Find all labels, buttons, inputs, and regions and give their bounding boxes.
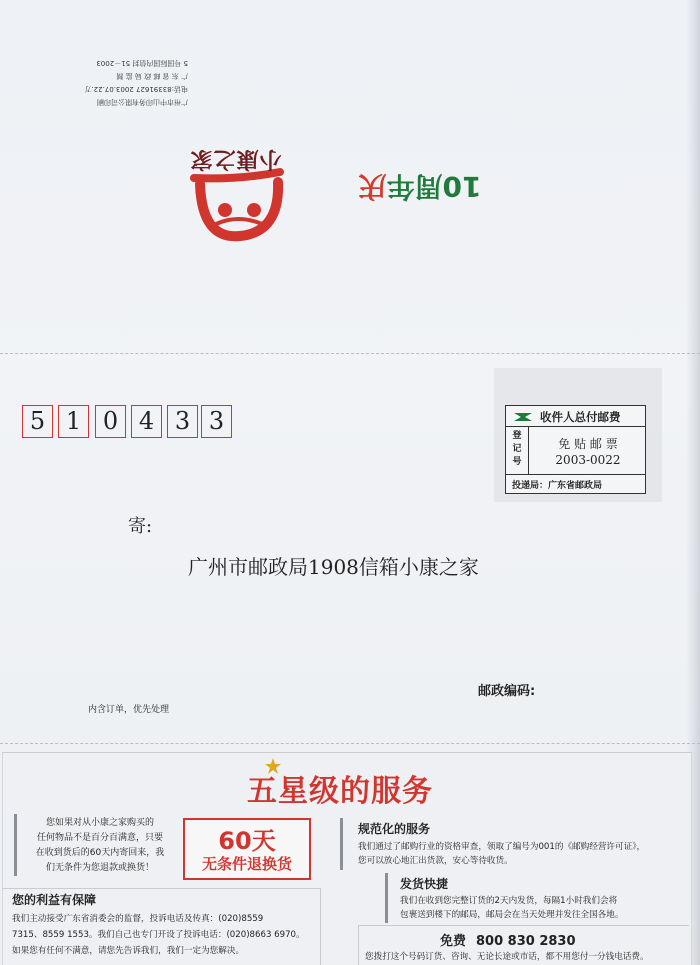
stamp-title: 收件人总付邮费 (540, 410, 621, 424)
printer-line: 广州市中山印务有限公司印刷 (97, 98, 188, 106)
guarantee-line: 任何物品不是百分百满意，只要 (36, 833, 163, 843)
registration-char: 记 (512, 444, 522, 454)
postcode-digit-box: 4 (131, 405, 162, 438)
standard-bar (340, 818, 343, 870)
standard-service-title: 规范化的服务 (358, 822, 431, 836)
delivery-office: 投递局：广东省邮政局 (512, 481, 603, 491)
postcode-digit-box: 1 (58, 405, 89, 438)
return-policy: 无条件退换货 (201, 855, 292, 873)
guarantee-line: 们无条件为您退款或换货！ (45, 863, 154, 873)
printer-line: 电话:83391627 2003.07.22.万 (84, 85, 188, 93)
guarantee-text (25, 816, 175, 876)
printer-line: 5 号国际国内信封 51－2003 (96, 59, 188, 67)
fold-line-lower (0, 743, 700, 744)
order-note: 内含订单，优先处理 (88, 705, 170, 715)
shipping-line: 包裹送到楼下的邮局，邮局会在当天处理并发往全国各地。 (400, 910, 624, 920)
interest-line: 我们主动接受广东省消委会的监督，投诉电话及传真：(020)8559 (12, 914, 264, 924)
shipping-line: 我们在收到您完整订货的2天内发货，每隔1小时我们会将 (400, 896, 618, 906)
shipping-bar (385, 873, 388, 923)
hotline-note: 您拨打这个号码订货、咨询、无论长途或市话，都不用您付一分钱电话费。 (365, 952, 649, 962)
anniversary-zhounian: 周年 (386, 170, 443, 203)
recipient-address: 广州市邮政局1908信箱小康之家 (188, 555, 479, 579)
send-label: 寄: (128, 516, 153, 537)
printer-info (70, 56, 188, 108)
logo-text: 小康之家 (189, 146, 282, 171)
standard-line: 我们通过了邮购行业的资格审查，领取了编号为001的《邮购经营许可证》， (358, 842, 646, 852)
registration-char: 登 (512, 431, 522, 441)
postal-logo-icon (512, 410, 534, 424)
anniversary-number: 10 (442, 170, 482, 203)
postcode-digit-box: 3 (167, 405, 198, 438)
return-days: 60天 (218, 827, 276, 855)
anniversary-mark (340, 168, 500, 208)
printer-line: 广 东 省 邮 政 局 监 制 (116, 72, 188, 80)
hotline-label: 免费 (440, 934, 467, 949)
fold-line-upper (0, 353, 700, 354)
guarantee-line: 您如果对从小康之家购买的 (45, 818, 154, 828)
postage-paid-box (505, 405, 646, 494)
promo-title: 五星级的服务 (247, 774, 433, 809)
hotline-number: 800 830 2830 (476, 934, 576, 949)
postcode-digit-box: 0 (95, 405, 126, 438)
postcode-digit-box: 5 (22, 405, 53, 438)
interest-line: 7315、8559 1553。我们自己也专门开设了投诉电话：(020)8663 6970。 (12, 930, 305, 940)
stamp-number: 2003-0022 (555, 453, 621, 467)
interest-title: 您的利益有保障 (12, 893, 97, 907)
interest-line: 如果您有任何不满意，请您先告诉我们，我们一定为您解决。 (12, 946, 245, 956)
registration-char: 号 (512, 457, 522, 467)
shipping-title: 发货快捷 (400, 877, 449, 891)
interest-text (12, 911, 317, 959)
stamp-divider (528, 427, 529, 474)
stamp-inner-box (505, 426, 646, 475)
standard-line: 您可以放心地汇出货款，安心等待收货。 (358, 856, 513, 866)
guarantee-line: 在收到货后的60天内寄回来，我 (35, 848, 165, 858)
hotline (440, 930, 576, 949)
postcode-label: 邮政编码: (478, 684, 536, 699)
shipping-text (400, 894, 670, 922)
stamp-exempt-text: 免 贴 邮 票 (558, 437, 618, 451)
standard-service-text (358, 840, 668, 868)
registration-label (510, 430, 524, 469)
left-bar (14, 814, 17, 876)
postcode-digit-box: 3 (201, 405, 232, 438)
anniversary-qing: 庆 (358, 170, 387, 203)
return-guarantee-box (183, 818, 311, 880)
